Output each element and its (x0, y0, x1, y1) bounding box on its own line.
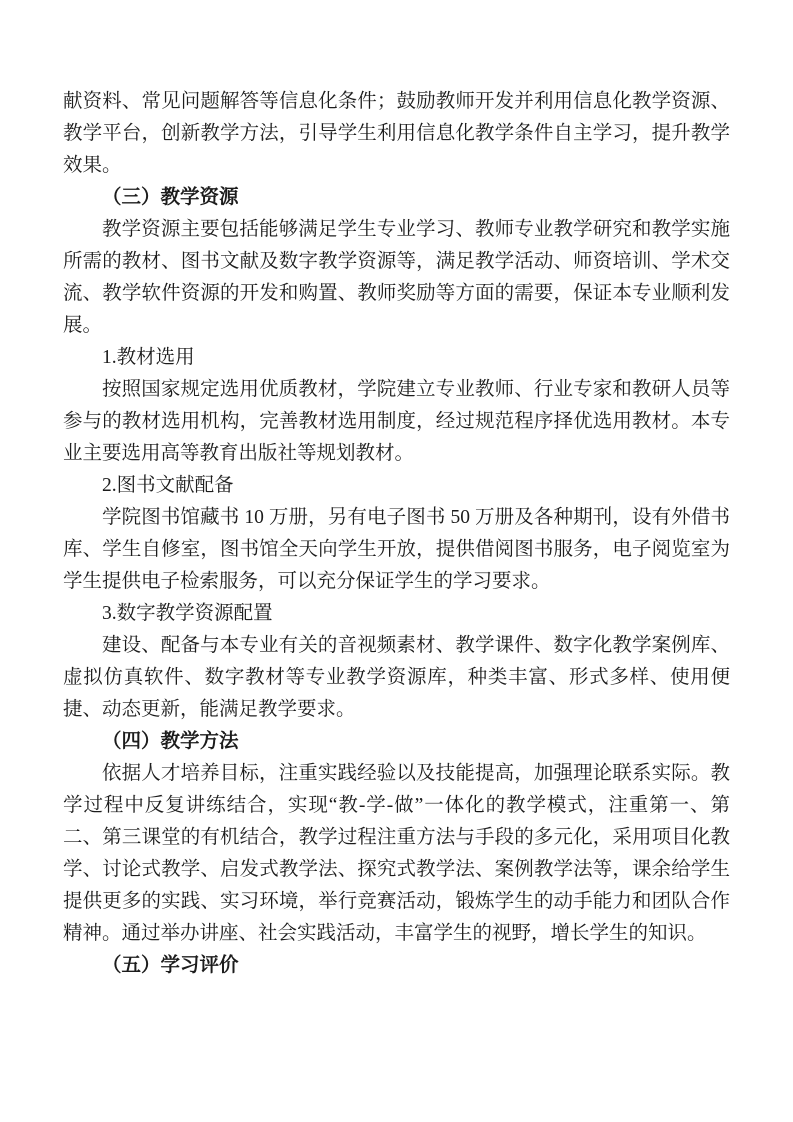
subheading-digital-resources: 3.数字教学资源配置 (102, 603, 273, 624)
body-paragraph-continued: 献资料、常见问题解答等信息化条件；鼓励教师开发并利用信息化教学资源、教学平台，创新教学方法，引导学生利用信息化教学条件自主学习，提升教学效果。 (63, 91, 730, 176)
subheading-textbook-selection: 1.教材选用 (102, 347, 195, 368)
section-heading-learning-evaluation: （五）学习评价 (102, 955, 239, 976)
section-heading-teaching-resources: （三）教学资源 (102, 187, 239, 208)
body-paragraph: 依据人才培养目标，注重实践经验以及技能提高，加强理论联系实际。教学过程中反复讲练结合，实现“教-学-做”一体化的教学模式，注重第一、第二、第三课堂的有机结合，教学过程注重方法与手段的多元化，采用项目化教学、讨论式教学、启发式教学法、探究式教学法、案例教学法等，课余给学生提供更多的实践、实习环境，举行竞赛活动，锻炼学生的动手能力和团队合作精神。通过举办讲座、社会实践活动，丰富学生的视野，增长学生的知识。 (63, 763, 730, 944)
section-heading-teaching-methods: （四）教学方法 (102, 731, 239, 752)
body-paragraph: 建设、配备与本专业有关的音视频素材、教学课件、数字化教学案例库、虚拟仿真软件、数字教材等专业教学资源库，种类丰富、形式多样、使用便捷、动态更新，能满足教学要求。 (63, 635, 730, 720)
body-paragraph: 按照国家规定选用优质教材，学院建立专业教师、行业专家和教研人员等参与的教材选用机构，完善教材选用制度，经过规范程序择优选用教材。本专业主要选用高等教育出版社等规划教材。 (63, 379, 730, 464)
body-paragraph: 教学资源主要包括能够满足学生专业学习、教师专业教学研究和教学实施所需的教材、图书文献及数字教学资源等，满足教学活动、师资培训、学术交流、教学软件资源的开发和购置、教师奖励等方面的需要，保证本专业顺利发展。 (63, 219, 730, 336)
body-paragraph: 学院图书馆藏书 10 万册，另有电子图书 50 万册及各种期刊，设有外借书库、学生自修室，图书馆全天向学生开放，提供借阅图书服务，电子阅览室为学生提供电子检索服务，可以充分保证学生的学习要求。 (63, 507, 730, 592)
subheading-library-resources: 2.图书文献配备 (102, 475, 234, 496)
